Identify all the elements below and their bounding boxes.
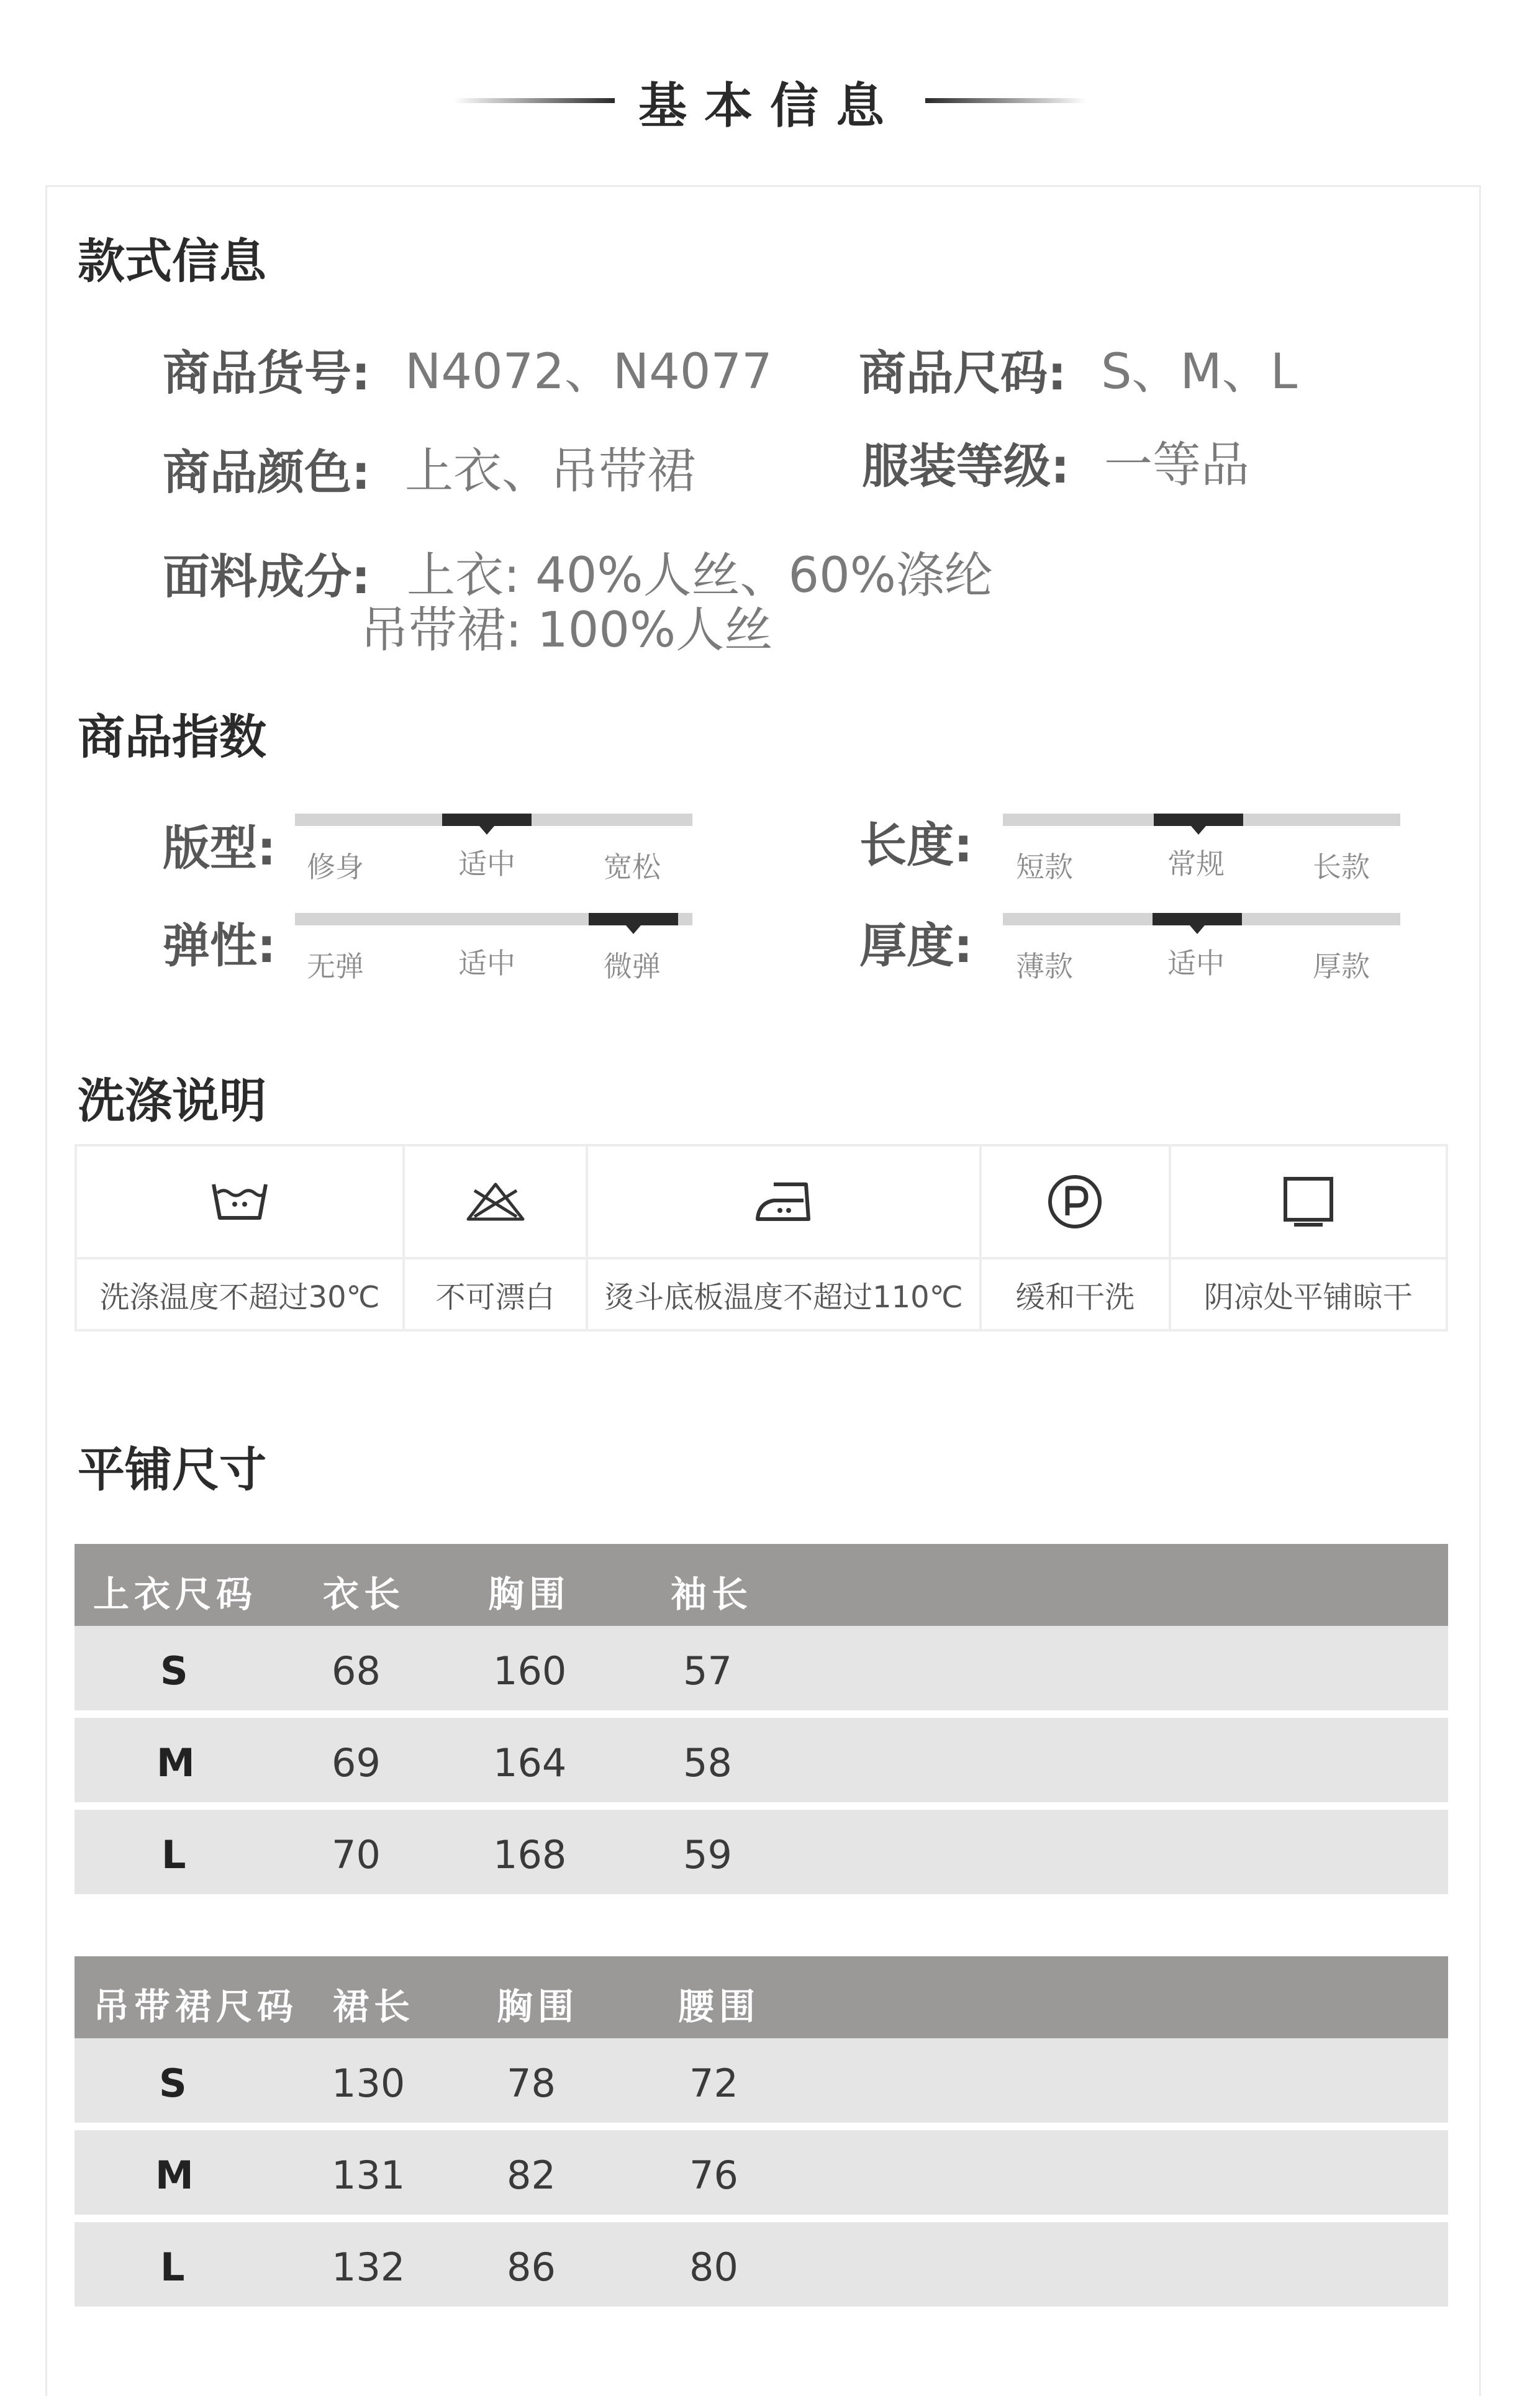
wash-tub-icon [210, 1177, 270, 1227]
table-row: S 130 78 72 [75, 2038, 1448, 2123]
slider-fit-label-left: 修身 [307, 850, 364, 884]
care-text: 阴凉处平铺晾干 [1203, 1279, 1413, 1315]
section-title-sizes: 平铺尺寸 [78, 1442, 266, 1497]
slider-fit-name: 版型: [163, 820, 276, 876]
slider-thickness-label-right: 厚款 [1313, 950, 1370, 983]
table-body [75, 1626, 1448, 1894]
slider-length-marker [1154, 814, 1243, 826]
section-title-care: 洗涤说明 [78, 1073, 266, 1128]
table-row: M 131 82 76 [75, 2130, 1448, 2215]
care-text: 缓和干洗 [1015, 1279, 1135, 1315]
header-cell: 胸围 [497, 1985, 579, 2028]
section-title-index: 商品指数 [78, 709, 266, 765]
fabric-top-value: 上衣: 40%人丝、60%涤纶 [407, 548, 993, 604]
slider-stretch-label-right: 微弹 [604, 950, 661, 983]
grade-label: 服装等级: [862, 438, 1070, 494]
slider-stretch-label-left: 无弹 [307, 950, 364, 983]
care-item [405, 1146, 588, 1329]
slider-stretch-marker [589, 913, 678, 925]
color-label: 商品颜色: [163, 445, 371, 500]
size-value: S、M、L [1101, 344, 1298, 400]
table-header [75, 1544, 1448, 1626]
dress-size-table [75, 1956, 1448, 2307]
slider-length-label-mid: 常规 [1167, 847, 1225, 881]
slider-fit-label-mid: 适中 [458, 847, 515, 881]
table-row: L 132 86 80 [75, 2222, 1448, 2307]
page-title: 基本信息 [638, 78, 902, 134]
care-item [588, 1146, 982, 1329]
header-right-rule [925, 98, 1087, 103]
care-item [77, 1146, 405, 1329]
slider-length-name: 长度: [859, 817, 973, 873]
iron-icon [753, 1178, 815, 1225]
header-cell: 裙长 [333, 1985, 415, 2028]
header-cell: 上衣尺码 [93, 1573, 258, 1615]
header-cell: 胸围 [488, 1573, 571, 1615]
flat-dry-icon [1280, 1174, 1336, 1230]
color-value: 上衣、吊带裙 [405, 443, 696, 499]
slider-thickness-label-left: 薄款 [1016, 950, 1073, 983]
care-table [75, 1144, 1448, 1332]
top-size-table [75, 1544, 1448, 1894]
fabric-dress-value: 吊带裙: 100%人丝 [360, 602, 773, 658]
header-cell: 袖长 [671, 1573, 753, 1615]
table-header [75, 1956, 1448, 2038]
header-cell: 衣长 [323, 1573, 405, 1615]
table-body [75, 2038, 1448, 2307]
header-cell: 吊带裙尺码 [93, 1985, 299, 2028]
care-text: 烫斗底板温度不超过110℃ [604, 1279, 963, 1315]
slider-stretch-label-mid: 适中 [458, 946, 515, 980]
fabric-label: 面料成分: [163, 549, 371, 604]
grade-value: 一等品 [1104, 437, 1250, 493]
care-text: 不可漂白 [435, 1279, 555, 1315]
table-row: M 69 164 58 [75, 1718, 1448, 1802]
item-no-label: 商品货号: [163, 345, 371, 401]
care-text: 洗涤温度不超过30℃ [99, 1279, 380, 1315]
size-label: 商品尺码: [859, 345, 1067, 401]
slider-fit-label-right: 宽松 [604, 850, 661, 884]
slider-stretch-name: 弹性: [163, 918, 276, 973]
dry-clean-p-icon [1045, 1172, 1105, 1232]
table-row: L 70 168 59 [75, 1810, 1448, 1894]
table-row: S 68 160 57 [75, 1626, 1448, 1710]
slider-fit-marker [442, 814, 532, 826]
slider-thickness-marker [1153, 913, 1242, 925]
slider-thickness-label-mid: 适中 [1167, 946, 1225, 980]
section-title-style-info: 款式信息 [78, 234, 266, 289]
no-bleach-icon [464, 1179, 527, 1224]
care-item [1171, 1146, 1446, 1329]
slider-thickness-name: 厚度: [859, 918, 973, 973]
care-item [982, 1146, 1171, 1329]
header-cell: 腰围 [678, 1985, 761, 2028]
item-no-value: N4072、N4077 [405, 344, 772, 400]
slider-length-label-right: 长款 [1313, 850, 1370, 884]
slider-length-label-left: 短款 [1016, 850, 1073, 884]
